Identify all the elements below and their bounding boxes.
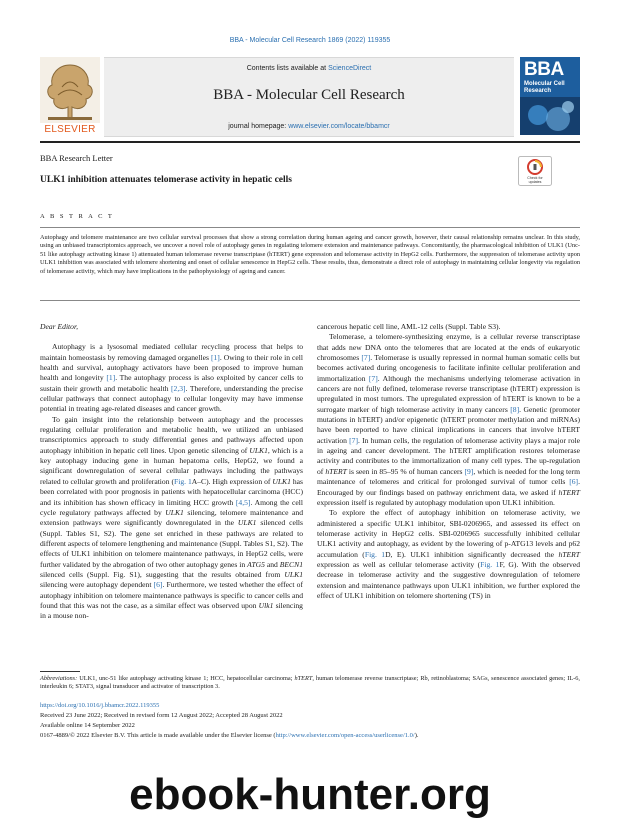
license-line — [40, 732, 580, 739]
article-type: BBA Research Letter — [40, 153, 113, 163]
gene-name: BECN1 — [279, 559, 303, 569]
text-run: silenced cells (Suppl. Fig. S1), suggesting that the results obtained from — [40, 569, 285, 579]
paragraph — [317, 508, 580, 601]
figure-link[interactable]: Fig. 1 — [174, 476, 192, 486]
journal-homepage-link[interactable]: www.elsevier.com/locate/bbamcr — [288, 123, 390, 130]
contents-line — [104, 65, 514, 72]
text-run: , which is a key autophagy inducing gene in human hepatoma cells, HepG2, we found a significant downregulation of several cellular pathways including the pathways related to cellular growth and proliferation ( — [40, 445, 303, 486]
gene-name: ULK1 — [249, 445, 268, 455]
figure-link[interactable]: Fig. 1 — [364, 549, 386, 559]
citation-link[interactable]: [6] — [153, 580, 163, 590]
citation-link[interactable]: [1] — [210, 352, 220, 362]
text-run: To explore the effect of autophagy inhibition on telomerase activity, we administered a specific ULK1 inhibitor, SBI-0206965, and assessed its effect on telomerase activity in HepG2 cells. SBI-0206965 successfully inhibited cellular ULK1 activity and autophagy, as evident by the lowering of p-ATG13 levels and p62 accumulation ( — [317, 508, 580, 559]
homepage-line — [104, 123, 514, 130]
gene-name: Ulk1 — [258, 600, 274, 610]
text-run: . Owing to their role in cell health and survival, autophagy activators have been proposed to improve human health and longevity — [40, 352, 303, 383]
text-run: Telomerase, a telomere-synthesizing enzyme, is a cellular reverse transcriptase that adds new DNA onto the telomeres that are located at the ends of eukaryotic chromosomes — [317, 332, 580, 363]
abstract-rule-bottom — [40, 300, 580, 301]
publisher-name: ELSEVIER — [44, 124, 96, 135]
gene-name: hTERT — [294, 675, 313, 682]
body-column-left — [40, 322, 303, 622]
salutation-text: Dear Editor, — [40, 322, 78, 331]
gene-name: ULK1 — [165, 507, 184, 517]
text-run: F, G). With the observed decrease in telomerase activity and the suggestive downregulation of telomere extension and maintenance pathways upon ULK1 inhibition, we further explored the effect of ULK1 inhibition on telomere shortening (TS) in — [317, 559, 581, 600]
text-run: . The autophagy process is also exploited by cancer cells to sustain their growth and metabolic health — [40, 373, 303, 393]
license-link[interactable]: http://www.elsevier.com/open-access/userlicense/1.0/ — [275, 732, 415, 739]
check-for-updates-icon[interactable] — [518, 156, 552, 186]
text-run: and — [264, 559, 280, 569]
homepage-prefix: journal homepage: — [228, 123, 289, 130]
citation-link[interactable]: [2,3] — [171, 383, 186, 393]
text-run: silencing in a mouse non- — [40, 600, 303, 621]
text-run: . Therefore, understanding the precise cellular pathways that connect autophagy to cellular longevity may have immense potential in treating age-related diseases and cancer growth. — [40, 383, 303, 414]
footnote-rule — [40, 671, 80, 672]
citation-link[interactable]: [8] — [510, 404, 520, 414]
license-prefix: 0167-4889/© 2022 Elsevier B.V. This article is made available under the Elsevier license ( — [40, 732, 276, 739]
text-run: . Furthermore, we tested whether the effect of autophagy inhibition on telomere maintenance pathways is specific to cancer cells and found that this was not the case, as a similar effect was observed upon — [40, 580, 303, 610]
abstract-text: Autophagy and telomere maintenance are two cellular survival processes that show a strong correlation during human ageing and cancer growth, however, their causal relationship remains unclear. In this study, using an unbiased transcriptomics approach, we uncover a novel role of autophagy genes in regulating telomere extension and maintenance pathways. Concomitantly, the pharmacological inhibition of ULK1 (Unc-51 like autophagy activating kinase 1) attenuated human telomerase reverse transcriptase (hTERT) gene expression and telomerase activity in HepG2 cells. Furthermore, the suppression of telomerase activity upon ULK1 inhibition was associated with telomere shortening and onset of cellular senescence in HepG2 cells. These results, thus, demonstrate a direct role of autophagy in maintaining cellular longevity via regulation of telomerase activity, which may have implications in the pathophysiology of ageing and cancer. — [40, 234, 580, 275]
running-header[interactable]: BBA - Molecular Cell Research 1869 (2022) 119355 — [229, 37, 391, 44]
cover-title: BBA — [524, 59, 564, 80]
header-rule — [40, 141, 580, 143]
text-run: Autophagy is a lysosomal mediated cellular recycling process that helps to maintain homeostasis by removing damaged organelles — [40, 342, 303, 362]
text-run: silencing were autophagy dependent — [40, 580, 154, 590]
text-run: has been correlated with poor prognosis in patients with hepatocellular carcinoma (HCC) and its inhibition has shown efficacy in limiting HCC growth — [40, 476, 303, 507]
gene-name: ATG5 — [247, 559, 265, 569]
paragraph — [317, 322, 580, 332]
available-online-date: Available online 14 September 2022 — [40, 722, 135, 729]
abstract-rule-top — [40, 227, 580, 228]
text-run: A–C). High expression of — [191, 476, 273, 486]
citation-link[interactable]: [7] — [349, 435, 358, 445]
citation-link[interactable]: [7] — [368, 373, 378, 383]
citation-link[interactable]: [9] — [464, 466, 474, 476]
paragraph — [40, 342, 303, 414]
text-run: expression itself is regulated by autophagy modulation upon ULK1 inhibition. — [317, 497, 555, 507]
gene-name: ULK1 — [237, 518, 257, 528]
text-run: ULK1, unc-51 like autophagy activating kinase 1; HCC, hepatocellular carcinoma; — [77, 675, 295, 682]
text-run: . Telomerase is usually repressed in normal human somatic cells but becomes activated during oncogenesis to facilitate infinite cellular proliferation and immortalization — [317, 353, 580, 383]
text-run: . Among the cell cycle regulatory pathways affected by — [40, 497, 303, 517]
paragraph — [317, 332, 580, 508]
doi-link[interactable]: https://doi.org/10.1016/j.bbamcr.2022.119355 — [40, 702, 160, 709]
abbreviations-footnote — [40, 675, 580, 692]
journal-cover — [520, 57, 580, 135]
citation-link[interactable]: [6] — [569, 477, 579, 487]
citation-link[interactable]: [1] — [106, 373, 116, 383]
check-label-2: updates — [528, 180, 542, 184]
footnote-label: Abbreviations: — [40, 675, 78, 682]
text-run: expression as well as cellular telomerase activity ( — [317, 559, 481, 569]
license-suffix: ). — [414, 732, 419, 739]
journal-name: BBA - Molecular Cell Research — [213, 87, 405, 103]
gene-name: hTERT — [325, 466, 347, 476]
text-run: . Although the mechanisms underlying telomerase activation in cancers are not fully defined, telomerase reverse transcriptase (hTERT) expression is upregulated in most tumors. The upregulated expression of hTERT is known to be a surrogate marker of high telomerase activity in many cancers — [317, 373, 580, 414]
text-run: silenced cells (Suppl. Tables S1, S2). The gene set enriched in these pathways are related to different aspects of telomere lengthening and maintenance (Suppl. Tables S1, S2). The effects of ULK1 inhibition on telomere maintenance pathways, in HepG2 cells, were further validated by the abrogation of two other autophagy genes in — [40, 518, 303, 569]
gene-name: hTERT — [558, 487, 580, 497]
sciencedirect-link[interactable]: ScienceDirect — [328, 65, 372, 72]
text-run: . Encouraged by our findings based on pathway enrichment data, we asked if — [317, 477, 580, 497]
check-label-1: Check for — [527, 176, 543, 180]
text-run: , which is needed for the long term maintenance of telomeres and critical for prolonged survival of tumor cells — [317, 466, 580, 487]
text-run: is seen in 85–95 % of human cancers — [346, 466, 465, 476]
cover-subtitle: Molecular Cell Research — [524, 81, 565, 94]
received-dates: Received 23 June 2022; Received in revised form 12 August 2022; Accepted 28 August 2022 — [40, 712, 283, 719]
gene-name: hTERT — [558, 549, 580, 559]
text-run: cancerous hepatic cell line, AML-12 cells (Suppl. Table S3). — [317, 322, 501, 331]
figure-link[interactable]: Fig. 1 — [480, 559, 500, 569]
text-run: , human telomerase reverse transcriptase; Rb, retinoblastoma; SAGs, senescence associated genes; IL-6, interleukin 6; STAT3, signal transducer and activator of transcription 3. — [40, 675, 580, 691]
watermark-text: ebook-hunter.org — [129, 770, 491, 819]
citation-link[interactable]: [7] — [361, 353, 371, 363]
gene-name: ULK1 — [284, 569, 303, 579]
text-run: . Genetic (promoter mutations in hTERT) and/or epigenetic (hTERT promoter methylation and miRNAs) have been reported to have clinical implications in cancers that involve hTERT activation — [317, 404, 581, 445]
text-run: silencing, telomere maintenance and extension pathways were significantly downregulated in the — [40, 507, 303, 528]
abstract-heading: A B S T R A C T — [40, 213, 114, 220]
text-run: . In human cells, the regulation of telomerase activity plays a major role in ageing and cancer development. The hTERT amplification restores telomerase activity and contributes to the immortalization of many cell types. The up-regulation of — [317, 435, 580, 476]
article-title: ULK1 inhibition attenuates telomerase activity in hepatic cells — [40, 175, 292, 185]
contents-prefix: Contents lists available at — [246, 65, 329, 72]
citation-link[interactable]: [4,5] — [235, 497, 251, 507]
cover-artwork — [520, 97, 580, 135]
salutation — [40, 322, 303, 332]
text-run: To gain insight into the relationship between autophagy and the processes regulating cellular proliferation and metabolic health, we utilized an unbiased transcriptomics approach to study differential genes and pathways affected upon autophagy inhibition in hepatic cell lines. Upon genetic silencing of — [40, 414, 303, 455]
body-column-right — [317, 322, 580, 601]
text-run: D, E). ULK1 inhibition significantly decreased the — [385, 549, 559, 559]
paragraph — [40, 415, 303, 622]
gene-name: ULK1 — [272, 476, 291, 486]
